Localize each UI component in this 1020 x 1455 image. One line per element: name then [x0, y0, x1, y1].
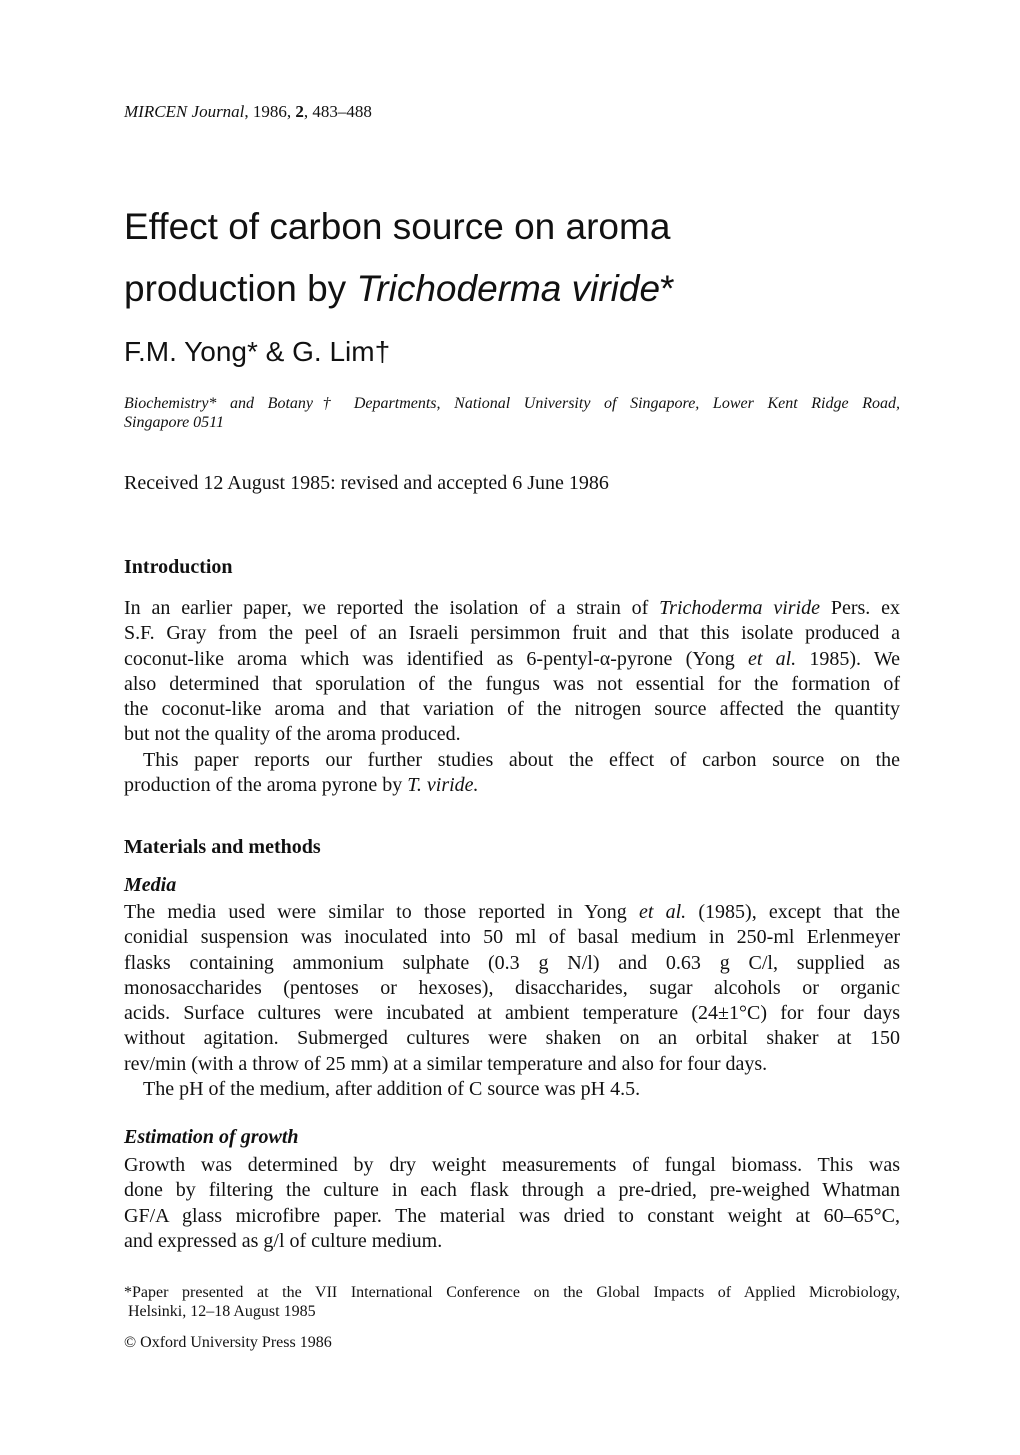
introduction-heading: Introduction: [124, 556, 233, 578]
copyright-notice: © Oxford University Press 1986: [124, 1334, 332, 1351]
journal-volume: 2: [295, 102, 304, 121]
title-species: Trichoderma viride: [356, 268, 661, 309]
title-line-2-prefix: production by: [124, 268, 357, 309]
title-asterisk: *: [660, 268, 675, 309]
text-line: done by filtering the culture in each flask through a pre-dried, pre-weighed Whatman: [124, 1179, 900, 1202]
text-line: without agitation. Submerged cultures were shaken on an orbital shaker at 150: [124, 1027, 900, 1050]
text-line: This paper reports our further studies about the effect of carbon source on the: [143, 749, 900, 771]
footnote: [124, 1283, 900, 1321]
introduction-paragraph-2: [124, 748, 900, 799]
authors: F.M. Yong* & G. Lim†: [124, 336, 391, 367]
text-line: and expressed as g/l of culture medium.: [124, 1229, 443, 1252]
text-line: acids. Surface cultures were incubated at ambient temperature (24±1°C) for four days: [124, 1002, 900, 1025]
text-line: also determined that sporulation of the fungus was not essential for the formation of: [124, 672, 900, 695]
footnote-line-2: Helsinki, 12–18 August 1985: [128, 1303, 316, 1320]
text-line: flasks containing ammonium sulphate (0.3 g N/l) and 0.63 g C/l, supplied as: [124, 951, 900, 974]
media-paragraph: [124, 900, 900, 1102]
text-line: S.F. Gray from the peel of an Israeli persimmon fruit and that this isolate produced a: [124, 622, 900, 645]
text-line: production of the aroma pyrone by T. viride.: [124, 774, 479, 797]
journal-year: , 1986,: [244, 102, 296, 121]
journal-pages: , 483–488: [303, 102, 372, 121]
introduction-paragraph-1: [124, 596, 900, 748]
journal-citation: [124, 102, 372, 122]
text-line: monosaccharides (pentoses or hexoses), disaccharides, sugar alcohols or organic: [124, 976, 900, 999]
journal-name: MIRCEN Journal: [124, 102, 245, 121]
affiliation-line-1: Biochemistry* and Botany† Departments, National University of Singapore, Lower Kent Ridge Road,: [124, 395, 900, 412]
received-date: Received 12 August 1985: revised and accepted 6 June 1986: [124, 472, 609, 494]
text-line: but not the quality of the aroma produced.: [124, 723, 461, 746]
text-line: The pH of the medium, after addition of C source was pH 4.5.: [143, 1078, 641, 1101]
affiliation-line-2: Singapore 0511: [124, 414, 224, 431]
text-line: The media used were similar to those reported in Yong et al. (1985), except that the: [124, 901, 900, 923]
text-line: GF/A glass microfibre paper. The material was dried to constant weight at 60–65°C,: [124, 1204, 900, 1227]
article-title: [124, 196, 900, 320]
text-line: rev/min (with a throw of 25 mm) at a similar temperature and also for four days.: [124, 1052, 768, 1075]
text-line: the coconut-like aroma and that variation of the nitrogen source affected the quantity: [124, 698, 900, 721]
affiliation: [124, 394, 900, 432]
growth-paragraph: [124, 1153, 900, 1254]
title-line-1: Effect of carbon source on aroma: [124, 206, 671, 247]
text-line: Growth was determined by dry weight measurements of fungal biomass. This was: [124, 1154, 900, 1176]
footnote-line-1: *Paper presented at the VII International Conference on the Global Impacts of Applied Microbiology,: [124, 1284, 900, 1301]
growth-subheading: Estimation of growth: [124, 1126, 299, 1148]
text-line: coconut-like aroma which was identified as 6-pentyl-α-pyrone (Yong et al. 1985). We: [124, 647, 900, 670]
text-line: In an earlier paper, we reported the isolation of a strain of Trichoderma viride Pers. ex: [124, 597, 900, 619]
materials-methods-heading: Materials and methods: [124, 836, 321, 858]
media-subheading: Media: [124, 874, 177, 896]
text-line: conidial suspension was inoculated into 50 ml of basal medium in 250-ml Erlenmeyer: [124, 926, 900, 949]
